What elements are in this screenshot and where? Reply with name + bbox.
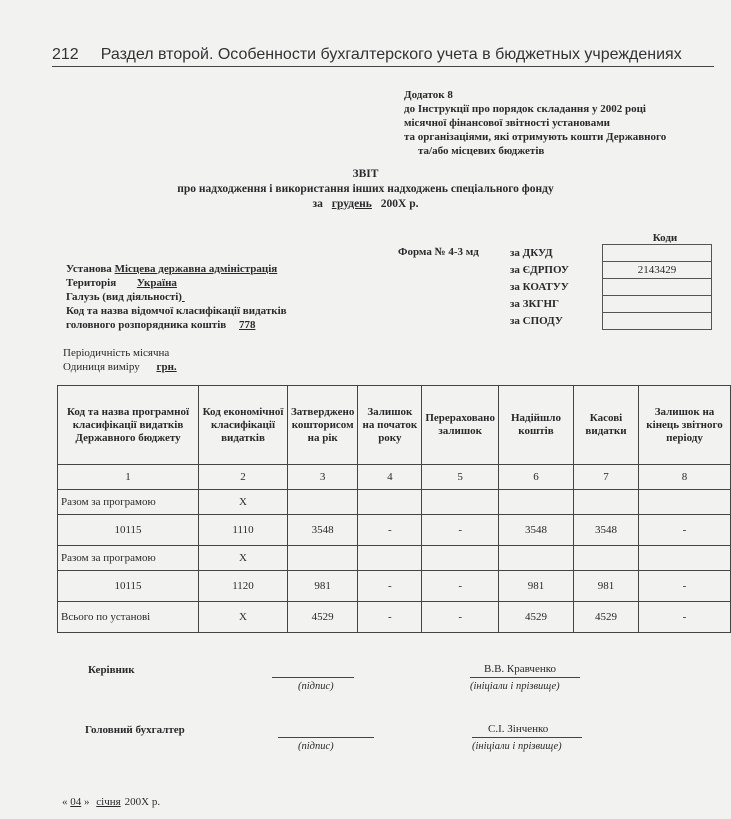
col-header: Код та назва програмної класифікації видатків Державного бюджету — [58, 386, 199, 465]
cell — [358, 546, 422, 571]
head-name-hint: (ініціали і прізвище) — [470, 681, 560, 692]
col-number: 7 — [574, 465, 639, 490]
accountant-sign-line — [278, 737, 374, 738]
codes-row — [506, 245, 712, 262]
territory-line — [66, 276, 292, 290]
col-header: Код економічної класифікації видатків — [199, 386, 288, 465]
cell: - — [639, 571, 731, 602]
code-value — [603, 279, 712, 296]
cell — [574, 546, 639, 571]
head-sign-hint: (підпис) — [298, 681, 334, 692]
unit-value: грн. — [156, 361, 177, 373]
period-year: 200X р. — [380, 198, 419, 210]
code-value — [603, 296, 712, 313]
cell: 981 — [288, 571, 358, 602]
col-number: 5 — [422, 465, 499, 490]
cell: 3548 — [288, 515, 358, 546]
code-name: за ЗКГНГ — [510, 298, 560, 310]
cell: Х — [199, 490, 288, 515]
report-subtitle: про надходження і використання інших надходжень спеціального фонду — [177, 183, 554, 195]
codes-row — [506, 313, 712, 330]
code-name: за КОАТУУ — [510, 281, 569, 293]
cell: 10115 — [58, 515, 199, 546]
cell: 3548 — [574, 515, 639, 546]
code-name: за ЄДРПОУ — [510, 264, 569, 276]
date-year: 200X р. — [124, 796, 161, 808]
code-value: 2143429 — [603, 262, 712, 279]
cell — [288, 490, 358, 515]
codes-row — [506, 262, 712, 279]
cell: Всього по установі — [58, 602, 199, 633]
cell: - — [358, 515, 422, 546]
report-period — [0, 198, 731, 210]
cell: 4529 — [288, 602, 358, 633]
table-row — [58, 602, 731, 633]
accountant-name-hint: (ініціали і прізвище) — [472, 741, 562, 752]
period-prefix: за — [312, 198, 323, 210]
period-month: грудень — [331, 198, 372, 210]
code-value — [603, 313, 712, 330]
report-date — [62, 796, 160, 808]
appendix-title: Додаток 8 — [404, 89, 453, 101]
book-header — [52, 46, 682, 64]
accountant-label: Головний бухгалтер — [85, 724, 185, 736]
table-row — [58, 490, 731, 515]
territory-label: Територія — [66, 277, 117, 289]
date-day: 04 — [70, 796, 82, 808]
periodicity-value: місячна — [132, 347, 170, 359]
cell — [422, 490, 499, 515]
col-header: Затверджено кошторисом на рік — [288, 386, 358, 465]
appendix-note — [404, 88, 666, 158]
appendix-line: до Інструкції про порядок складання у 2002 році — [404, 103, 646, 115]
cell: Х — [199, 546, 288, 571]
accountant-name: С.І. Зінченко — [488, 723, 549, 735]
code-name: за ДКУД — [510, 247, 553, 259]
branch-label: Галузь (вид діяльності) — [66, 291, 182, 303]
dept-label: Код та назва відомчої класифікації видатків — [66, 305, 287, 317]
cell: - — [639, 515, 731, 546]
head-sign-line — [272, 677, 354, 678]
date-open: « — [62, 796, 68, 808]
accountant-name-line — [472, 737, 582, 738]
section-title: Раздел второй. Особенности бухгалтерского учета в бюджетных учреждениях — [100, 46, 682, 63]
accountant-sign-hint: (підпис) — [298, 741, 334, 752]
periodicity-line — [63, 346, 191, 360]
col-header: Перераховано залишок — [422, 386, 499, 465]
table-row — [58, 571, 731, 602]
cell — [639, 546, 731, 571]
dept-value: 778 — [238, 319, 256, 331]
cell: 981 — [499, 571, 574, 602]
cell — [358, 490, 422, 515]
head-name-line — [470, 677, 580, 678]
cell — [422, 546, 499, 571]
branch-line — [66, 290, 292, 304]
col-number: 2 — [199, 465, 288, 490]
col-number: 6 — [499, 465, 574, 490]
cell: - — [422, 515, 499, 546]
cell — [574, 490, 639, 515]
cell: 4529 — [499, 602, 574, 633]
codes-header: Коди — [652, 232, 678, 244]
header-divider — [52, 66, 714, 67]
page-number: 212 — [52, 46, 79, 63]
periodicity-block — [63, 346, 191, 374]
col-header: Надійшло коштів — [499, 386, 574, 465]
cell: Разом за програмою — [58, 490, 199, 515]
form-number: Форма № 4-3 мд — [398, 246, 479, 258]
cell — [639, 490, 731, 515]
col-number: 1 — [58, 465, 199, 490]
date-close: » — [84, 796, 90, 808]
periodicity-label: Періодичність — [63, 347, 131, 359]
codes-row — [506, 279, 712, 296]
cell: 981 — [574, 571, 639, 602]
cell — [499, 490, 574, 515]
org-label: Установа — [66, 263, 112, 275]
code-name: за СПОДУ — [510, 315, 563, 327]
cell — [288, 546, 358, 571]
dept-line — [66, 318, 292, 332]
cell: - — [422, 602, 499, 633]
cell: - — [358, 571, 422, 602]
col-number: 3 — [288, 465, 358, 490]
cell — [499, 546, 574, 571]
table-row — [58, 515, 731, 546]
cell: Х — [199, 602, 288, 633]
codes-table — [506, 244, 712, 330]
cell: - — [422, 571, 499, 602]
col-number: 4 — [358, 465, 422, 490]
cell: Разом за програмою — [58, 546, 199, 571]
unit-label: Одиниця виміру — [63, 361, 140, 373]
org-value: Місцева державна адміністрація — [114, 263, 278, 275]
cell: 4529 — [574, 602, 639, 633]
appendix-line: та/або місцевих бюджетів — [418, 145, 545, 157]
col-header: Касові видатки — [574, 386, 639, 465]
institution-info — [66, 262, 292, 332]
col-number: 8 — [639, 465, 731, 490]
cell: - — [358, 602, 422, 633]
branch-blank — [182, 290, 292, 304]
cell: 1120 — [199, 571, 288, 602]
col-header: Залишок на кінець звітного періоду — [639, 386, 731, 465]
head-name: В.В. Кравченко — [484, 663, 557, 675]
appendix-line: місячної фінансової звітності установами — [404, 117, 611, 129]
cell: 1110 — [199, 515, 288, 546]
table-row — [58, 546, 731, 571]
report-title: ЗВІТ — [352, 168, 379, 180]
table-colnum-row — [58, 465, 731, 490]
date-month: січня — [96, 796, 121, 808]
col-header: Залишок на початок року — [358, 386, 422, 465]
dept-label-2: головного розпорядника коштів — [66, 319, 227, 331]
territory-value: Україна — [136, 277, 177, 289]
appendix-line: та організаціями, які отримують кошти Державного — [404, 131, 667, 143]
cell: - — [639, 602, 731, 633]
report-table — [57, 385, 731, 633]
cell: 3548 — [499, 515, 574, 546]
org-line — [66, 262, 292, 276]
cell: 10115 — [58, 571, 199, 602]
codes-row — [506, 296, 712, 313]
table-header-row — [58, 386, 731, 465]
head-label: Керівник — [88, 664, 135, 676]
unit-line — [63, 360, 191, 374]
code-value — [603, 245, 712, 262]
